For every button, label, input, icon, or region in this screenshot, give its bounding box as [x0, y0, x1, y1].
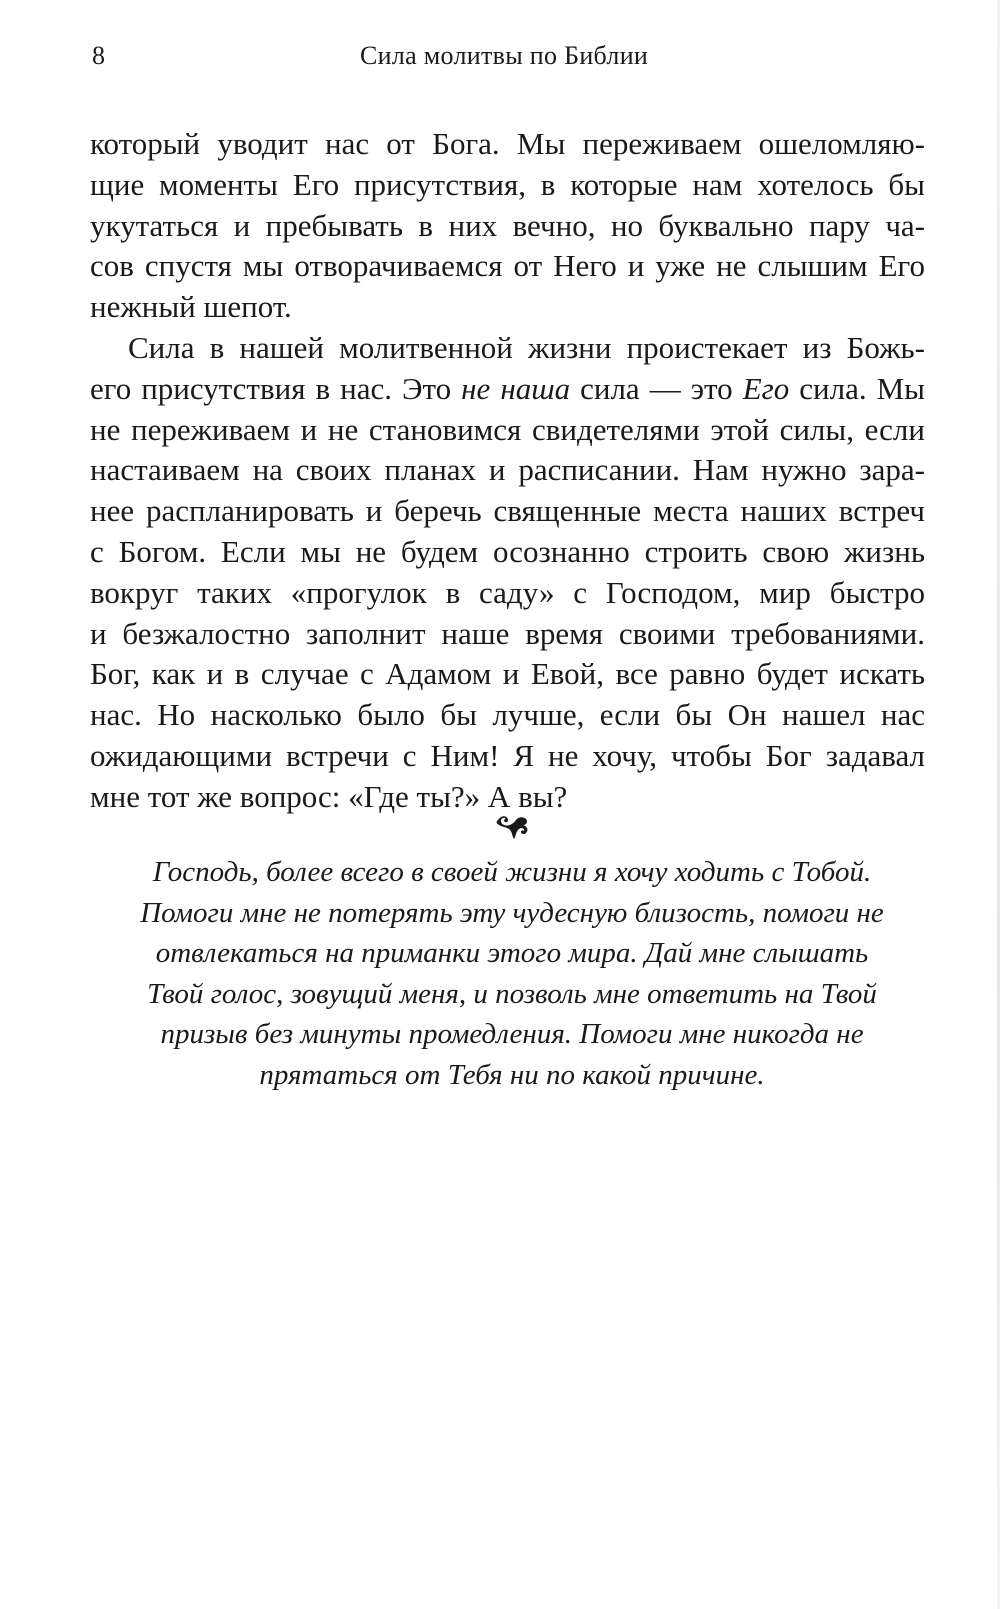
text-line: вокруг таких «прогулок в саду» с Господом, мир быстро	[90, 574, 925, 610]
prayer-line: призыв без минуты промедления. Помоги мне никогда не	[160, 1018, 864, 1050]
text-segment: сила — это	[570, 370, 743, 406]
prayer-line: Твой голос, зовущий меня, и позволь мне ответить на Твой	[147, 977, 877, 1010]
prayer-line: Господь, более всего в своей жизни я хочу ходить с Тобой.	[152, 856, 872, 888]
text-line: и безжалостно заполнит наше время своими требованиями.	[90, 615, 925, 651]
prayer-line: прятаться от Тебя ни по какой причине.	[259, 1058, 765, 1091]
running-title: Сила молитвы по Библии	[360, 41, 649, 70]
body-text	[90, 124, 925, 818]
text-line: нежный шепот.	[90, 289, 292, 325]
text-line: Сила в нашей молитвенной жизни проистекает из Божь-	[128, 329, 925, 365]
text-segment: его присутствия в нас. Это	[90, 370, 462, 406]
emphasis: Его	[742, 370, 790, 406]
text-line: сов спустя мы отворачиваемся от Него и уже не слышим Его	[90, 248, 925, 284]
text-line: с Богом. Если мы не будем осознанно строить свою жизнь	[90, 533, 925, 569]
text-line: щие моменты Его присутствия, в которые нам хотелось бы	[90, 166, 925, 202]
text-line: настаиваем на своих планах и расписании. Нам нужно зара-	[90, 452, 925, 488]
text-line: нас. Но насколько было бы лучше, если бы Он нашел нас	[90, 697, 925, 733]
text-line: нее распланировать и беречь священные места наших встреч	[90, 493, 925, 529]
text-line: укутаться и пребывать в них вечно, но буквально пару ча-	[90, 207, 925, 243]
text-line: ожидающими встречи с Ним! Я не хочу, чтобы Бог задавал	[90, 737, 925, 773]
paragraph-2	[90, 328, 925, 818]
page-number: 8	[92, 41, 105, 70]
text-segment: сила. Мы	[789, 370, 925, 406]
text-line: мне тот же вопрос: «Где ты?» А вы?	[90, 778, 568, 814]
paragraph-1	[90, 124, 925, 328]
emphasis: не наша	[461, 370, 571, 406]
text-line: который уводит нас от Бога. Мы переживаем ошеломляю-	[90, 126, 925, 161]
text-line	[90, 369, 925, 410]
prayer-line: отвлекаться на приманки этого мира. Дай мне слышать	[155, 937, 869, 969]
fleuron-ornament-icon	[494, 808, 534, 844]
prayer-line: Помоги мне не потерять эту чудесную близость, помоги не	[140, 896, 884, 929]
closing-prayer	[92, 852, 932, 1095]
text-line: Бог, как и в случае с Адамом и Евой, все равно будет искать	[90, 656, 925, 692]
text-line: не переживаем и не становимся свидетелями этой силы, если	[90, 411, 925, 447]
